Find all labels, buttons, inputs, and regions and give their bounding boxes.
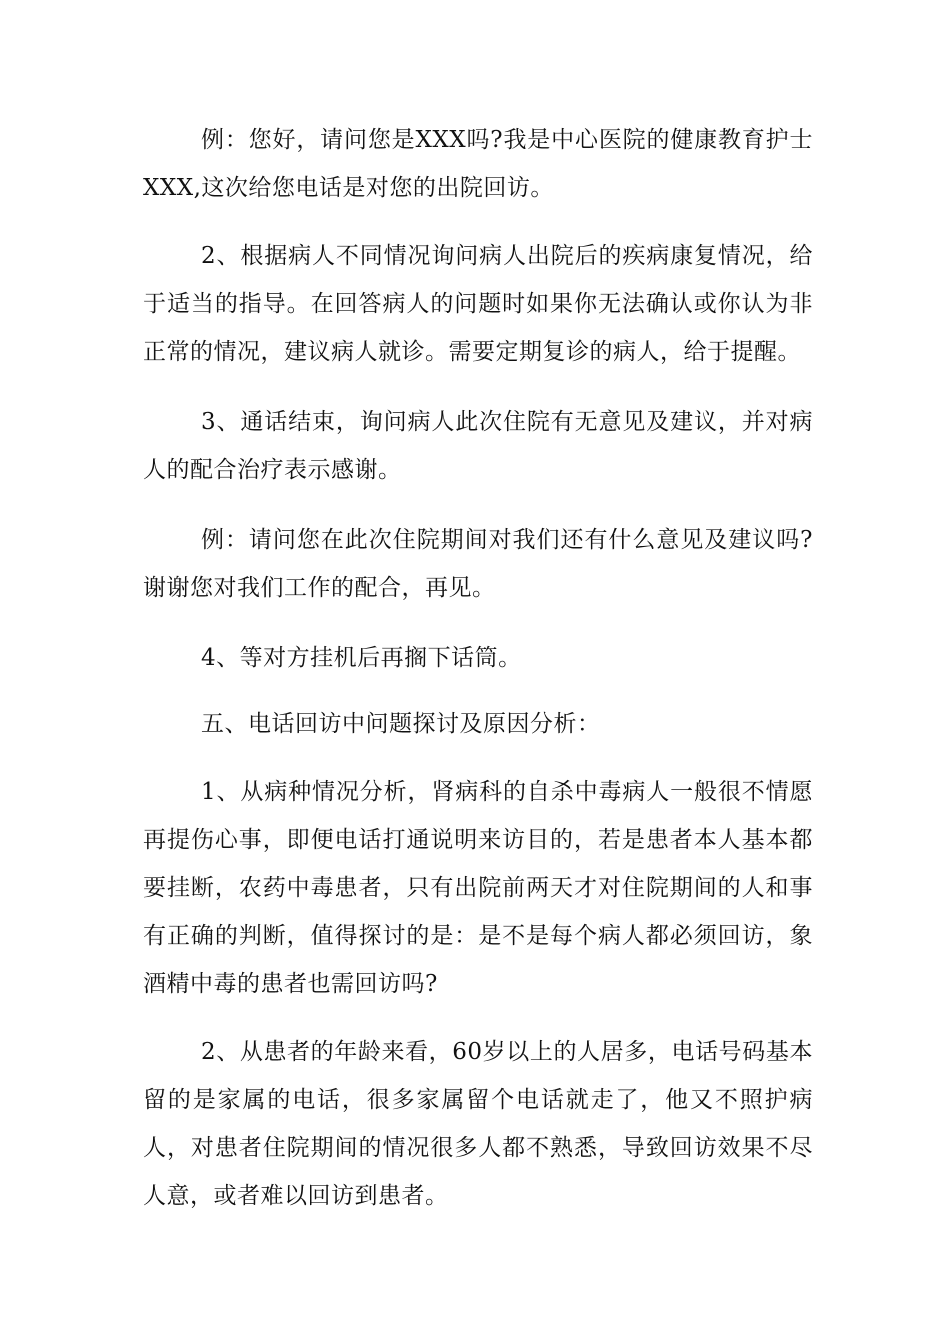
section-heading-5: 五、电话回访中问题探讨及原因分析： — [201, 711, 601, 737]
paragraph-step-4: 4、等对方挂机后再搁下话筒。 — [201, 645, 522, 671]
paragraph-example-greeting: 例：您好，请问您是XXX吗?我是中心医院的健康教育护士XXX,这次给您电话是对您的出院回访。 — [143, 127, 813, 201]
paragraph-analysis-2: 2、从患者的年龄来看，60岁以上的人居多，电话号码基本留的是家属的电话，很多家属留个电话就走了，他又不照护病人，对患者住院期间的情况很多人都不熟悉，导致回访效果不尽人意，或者难以回访到患者。 — [143, 1039, 813, 1209]
paragraph-analysis-1: 1、从病种情况分析，肾病科的自杀中毒病人一般很不情愿再提伤心事，即便电话打通说明来访目的，若是患者本人基本都要挂断，农药中毒患者，只有出院前两天才对住院期间的人和事有正确的判断，值得探讨的是：是不是每个病人都必须回访，象酒精中毒的患者也需回访吗? — [143, 779, 813, 997]
paragraph-step-2: 2、根据病人不同情况询问病人出院后的疾病康复情况，给于适当的指导。在回答病人的问题时如果你无法确认或你认为非正常的情况，建议病人就诊。需要定期复诊的病人，给于提醒。 — [143, 243, 813, 365]
paragraph-example-closing: 例：请问您在此次住院期间对我们还有什么意见及建议吗?谢谢您对我们工作的配合，再见。 — [143, 527, 813, 601]
paragraph-step-3: 3、通话结束，询问病人此次住院有无意见及建议，并对病人的配合治疗表示感谢。 — [143, 409, 813, 483]
